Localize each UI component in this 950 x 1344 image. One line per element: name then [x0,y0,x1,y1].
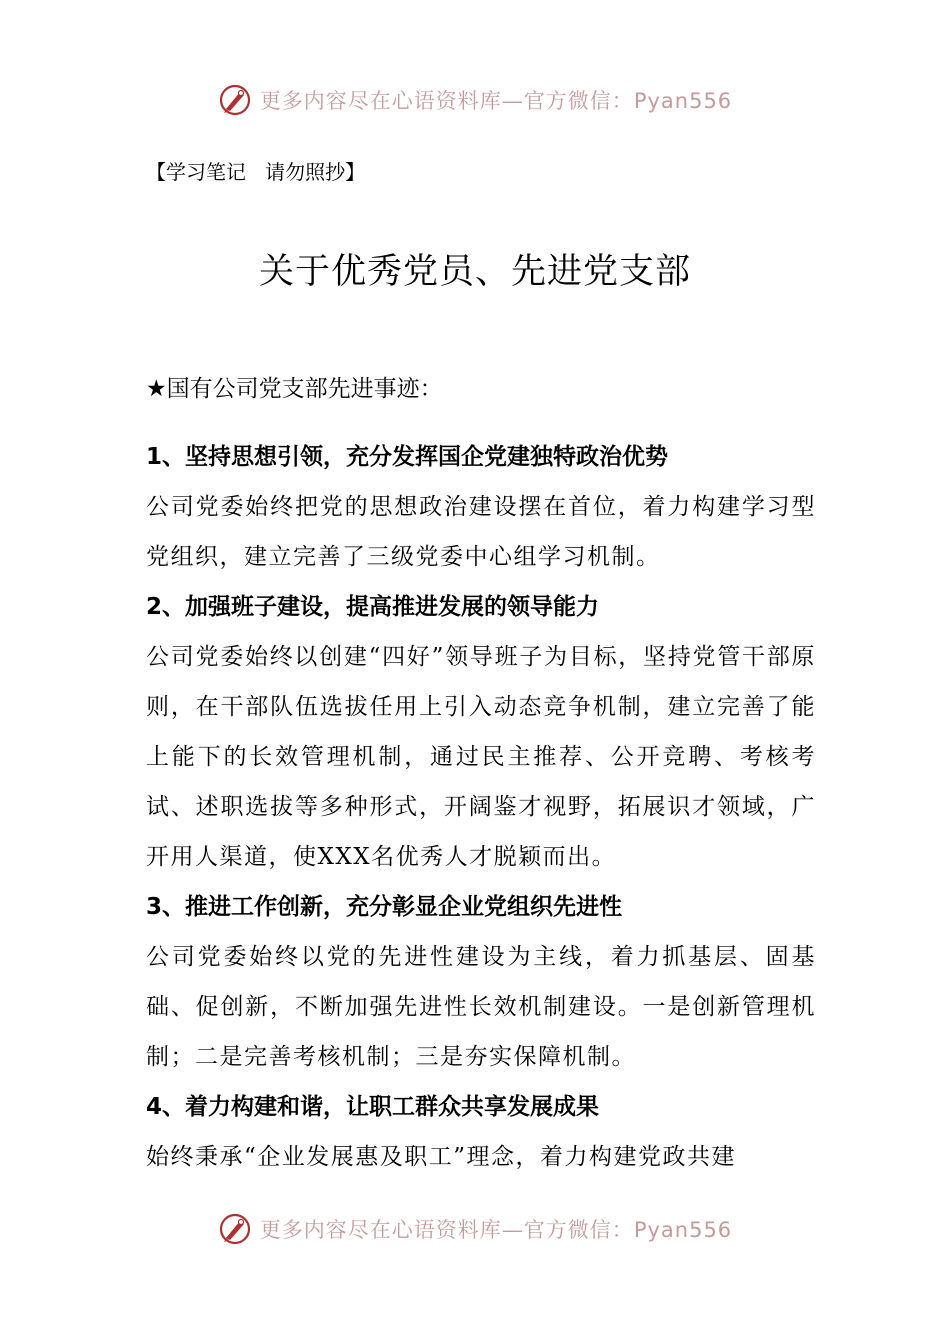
banner-slogan: 更多内容尽在心语资料库 [259,89,502,113]
header-banner [0,76,950,124]
banner-wechat-id: Pyan556 [633,89,733,113]
study-notes-notice: 【学习笔记 请勿照抄】 [146,160,366,184]
banner-slogan: 更多内容尽在心语资料库 [259,1218,502,1242]
banner-separator: — [501,1218,524,1242]
pen-logo-icon [218,83,252,117]
item-paragraph: 始终秉承“企业发展惠及职工”理念，着力构建党政共建 [146,1144,737,1170]
banner-wechat-label: 官方微信： [523,1218,634,1242]
list-item [146,882,816,1082]
item-paragraph: 公司党委始终以党的先进性建设为主线，着力抓基层、固基础、促创新，不断加强先进性长效机制建设。一是创新管理机制；二是完善考核机制；三是夯实保障机制。 [146,944,816,1070]
banner-wechat-id: Pyan556 [633,1218,733,1242]
document-body [146,432,816,1182]
item-heading: 3、推进工作创新，充分彰显企业党组织先进性 [146,894,623,920]
footer-banner-content [218,1212,732,1246]
page-title: 关于优秀党员、先进党支部 [258,252,691,292]
list-item [146,582,816,882]
list-item [146,1082,816,1182]
footer-banner [0,1205,950,1253]
banner-separator: — [501,89,524,113]
item-paragraph: 公司党委始终把党的思想政治建设摆在首位，着力构建学习型党组织，建立完善了三级党委中心组学习机制。 [146,494,816,570]
item-heading: 4、着力构建和谐，让职工群众共享发展成果 [146,1094,600,1120]
header-banner-content [218,83,732,117]
item-heading: 1、坚持思想引领，充分发挥国企党建独特政治优势 [146,444,669,470]
footer-banner-text [260,1214,732,1244]
list-item [146,432,816,582]
banner-wechat-label: 官方微信： [523,89,634,113]
item-heading: 2、加强班子建设，提高推进发展的领导能力 [146,594,600,620]
header-banner-text [260,85,732,115]
item-paragraph: 公司党委始终以创建“四好”领导班子为目标，坚持党管干部原则，在干部队伍选拔任用上引入动态竞争机制，建立完善了能上能下的长效管理机制，通过民主推荐、公开竞聘、考核考试、述职选拔等多种形式，开阔鉴才视野，拓展识才领域，广开用人渠道，使XXX名优秀人才脱颖而出。 [146,644,816,870]
section-heading: ★国有公司党支部先进事迹： [146,376,443,402]
pen-logo-icon [218,1212,252,1246]
